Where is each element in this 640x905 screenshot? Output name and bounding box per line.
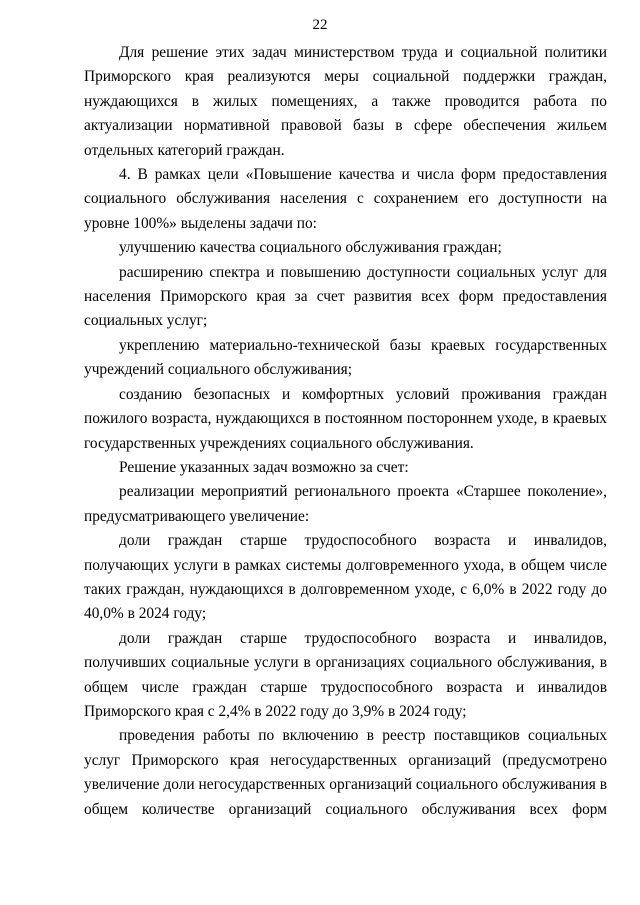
- paragraph-task-safe-conditions: созданию безопасных и комфортных условий проживания граждан пожилого возраста, нуждающихся в постоянном постороннем уходе, в краевых государственных учреждениях социального обслуживания.: [84, 385, 607, 452]
- paragraph-housing-measures: Для решение этих задач министерством труда и социальной политики Приморского края реализуются меры социальной поддержки граждан, нуждающихся в жилых помещениях, а также проводится работа по актуализации нормативной правовой базы в сфере обеспечения жильем отдельных категорий граждан.: [84, 44, 607, 159]
- page-number: 22: [312, 17, 328, 33]
- paragraph-task-spectrum: расширению спектра и повышению доступности социальных услуг для населения Приморского края за счет развития всех форм предоставления социальных услуг;: [84, 263, 607, 330]
- paragraph-task-quality: улучшению качества социального обслуживания граждан;: [119, 239, 502, 257]
- paragraph-registry-nongov: проведения работы по включению в реестр поставщиков социальных услуг Приморского края негосударственных организаций (предусмотрено увеличение доли негосударственных организаций социального обслуживания в общем количестве организаций социального обслуживания всех форм: [84, 727, 607, 818]
- paragraph-task-material-base: укреплению материально-технической базы краевых государственных учреждений социального обслуживания;: [84, 336, 607, 379]
- paragraph-longterm-care-share: доли граждан старше трудоспособного возраста и инвалидов, получающих услуги в рамках системы долговременного ухода, в общем числе таких граждан, нуждающихся в долговременном уходе, с 6,0% в 2022 году до 40,0% в 2024 году;: [84, 532, 607, 623]
- paragraph-regional-project: реализации мероприятий регионального проекта «Старшее поколение», предусматривающего увеличение:: [84, 483, 607, 525]
- paragraph-social-services-share: доли граждан старше трудоспособного возраста и инвалидов, получивших социальные услуги в организациях социального обслуживания, в общем числе граждан старше трудоспособного возраста и инвалидов Приморского края с 2,4% в 2022 году до 3,9% в 2024 году;: [84, 629, 607, 720]
- document-body: [84, 41, 607, 822]
- paragraph-goal-4: 4. В рамках цели «Повышение качества и числа форм предоставления социального обслуживания населения с сохранением его доступности на уровне 100%» выделены задачи по:: [84, 166, 607, 232]
- paragraph-solution-intro: Решение указанных задач возможно за счет:: [119, 458, 409, 476]
